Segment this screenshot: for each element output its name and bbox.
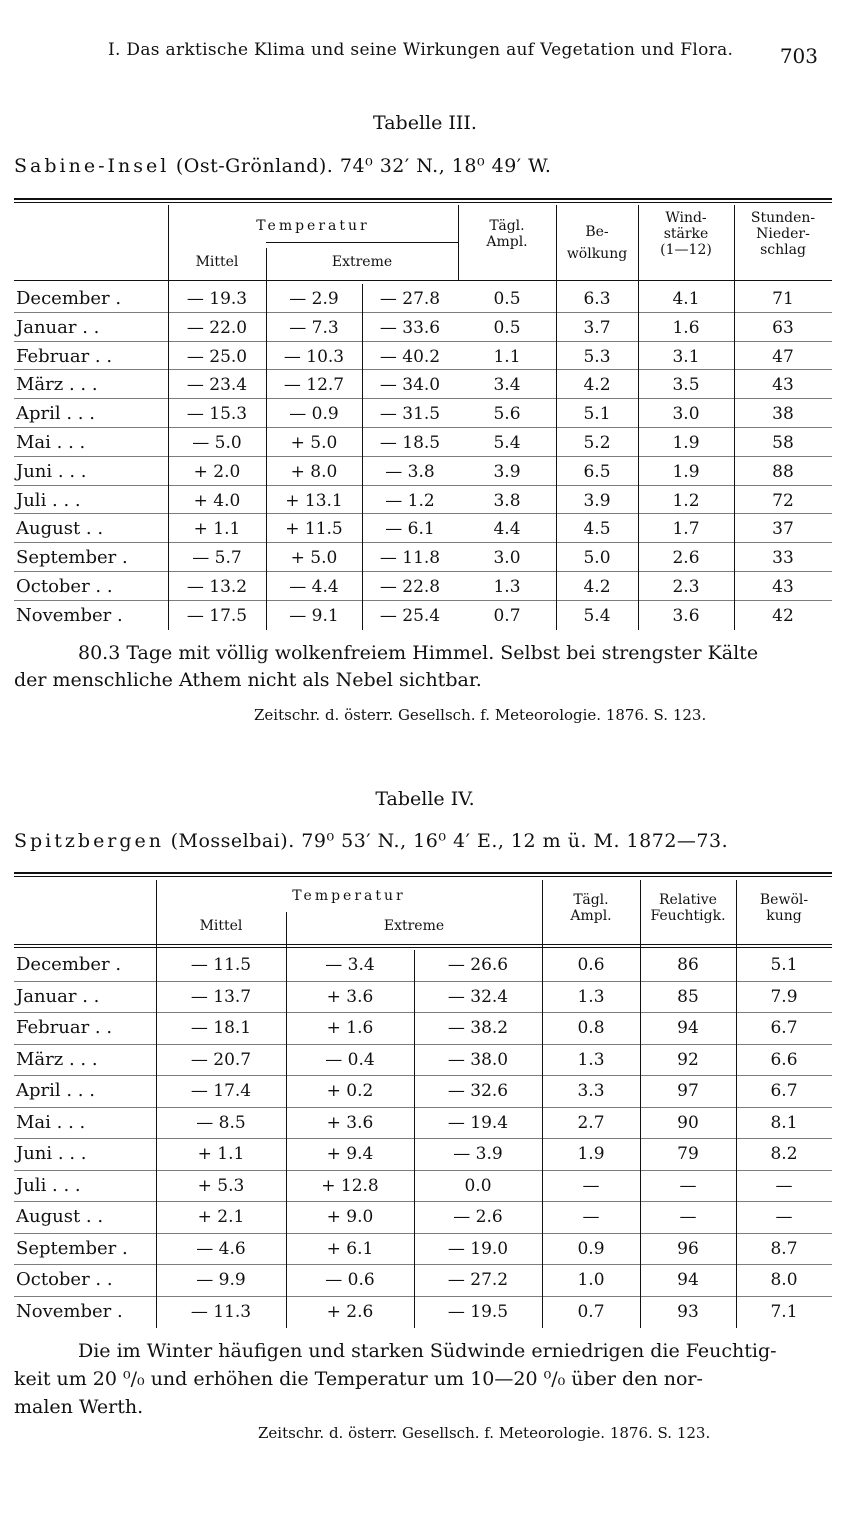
- cell-wind: 3.6: [672, 605, 700, 626]
- cell-wind: 3.0: [672, 404, 700, 425]
- cell-bew: 8.2: [770, 1144, 798, 1164]
- cell-bew: 5.2: [583, 433, 611, 453]
- cell-ampl: 5.6: [493, 404, 521, 425]
- table3-note-line-1: 80.3 Tage mit völlig wolkenfreiem Himmel. Selbst bei strengster Kälte: [78, 642, 759, 664]
- cell-mittel: — 11.3: [190, 1301, 252, 1322]
- cell-min: — 6.1: [385, 519, 435, 540]
- cell-ampl: 4.4: [493, 519, 521, 540]
- cell-min: — 33.6: [379, 317, 441, 338]
- table4-location: [14, 830, 728, 852]
- cell-ampl: 3.8: [493, 490, 521, 511]
- cell-bew: 8.7: [770, 1238, 798, 1259]
- cell-max: + 3.6: [326, 986, 374, 1007]
- month-label: Januar . .: [16, 316, 100, 338]
- row-divider: [14, 341, 832, 342]
- cell-mittel: + 1.1: [197, 1144, 245, 1164]
- cell-max: — 2.9: [289, 289, 339, 309]
- cell-min: — 1.2: [385, 490, 435, 511]
- table4-header-rule-thin: [14, 947, 832, 948]
- cell-nied: 37: [772, 519, 794, 540]
- cell-wind: 2.6: [672, 548, 700, 569]
- cell-mittel: — 11.5: [190, 955, 252, 975]
- row-divider: [14, 1201, 832, 1202]
- cell-ampl: 0.7: [577, 1301, 605, 1322]
- cell-min: — 40.2: [379, 346, 441, 367]
- cell-ampl: 5.4: [493, 433, 521, 453]
- cell-bew: 8.1: [770, 1112, 798, 1133]
- month-label: April . . .: [16, 1080, 95, 1101]
- row-divider: [14, 1012, 832, 1013]
- month-label: Juni . . .: [16, 460, 87, 482]
- cell-mittel: — 5.7: [192, 548, 242, 569]
- cell-ampl: 0.9: [577, 1238, 605, 1259]
- cell-wind: 2.3: [672, 577, 700, 597]
- cell-feucht: 94: [677, 1018, 699, 1038]
- cell-min: — 3.9: [453, 1144, 503, 1164]
- table4-header-feucht-1: Relative: [659, 892, 717, 908]
- table3-header-temperatur: Temperatur: [256, 218, 370, 234]
- row-divider: [14, 369, 832, 370]
- cell-ampl: 3.0: [493, 548, 521, 569]
- cell-mittel: — 23.4: [186, 375, 248, 396]
- cell-min: — 27.8: [379, 289, 441, 309]
- cell-wind: 4.1: [672, 289, 700, 309]
- table3-header-niederschlag: [734, 210, 832, 258]
- table3-header-rule: [14, 280, 832, 281]
- cell-mittel: — 22.0: [186, 317, 248, 338]
- cell-max: — 9.1: [289, 605, 339, 626]
- cell-mittel: + 5.3: [197, 1175, 245, 1196]
- cell-feucht: 86: [677, 955, 699, 975]
- cell-ampl: 2.7: [577, 1112, 605, 1133]
- table4-note-line-3: malen Werth.: [14, 1396, 144, 1418]
- cell-min: — 27.2: [447, 1270, 509, 1290]
- cell-max: + 2.6: [326, 1301, 374, 1322]
- cell-min: 0.0: [464, 1175, 492, 1196]
- table4-header-ampl: [542, 892, 640, 924]
- cell-mittel: — 9.9: [196, 1270, 246, 1290]
- cell-ampl: 3.4: [493, 375, 521, 396]
- month-label: Juli . . .: [16, 489, 81, 511]
- cell-max: + 12.8: [321, 1175, 379, 1196]
- table4-header-bewoelkung: [736, 892, 832, 924]
- cell-wind: 1.9: [672, 461, 700, 482]
- table4-header-feucht-2: Feuchtigk.: [650, 908, 726, 924]
- cell-min: — 26.6: [447, 955, 509, 975]
- cell-min: — 38.0: [447, 1049, 509, 1070]
- table3-header-wind-2: stärke: [663, 226, 709, 242]
- table4-top-rule-thin: [14, 876, 832, 877]
- row-divider: [14, 1170, 832, 1171]
- cell-ampl: 3.3: [577, 1081, 605, 1101]
- table4-note-line-1: Die im Winter häufigen und starken Südwinde erniedrigen die Feuchtig-: [78, 1340, 777, 1362]
- cell-nied: 38: [772, 404, 794, 425]
- cell-ampl: 0.6: [577, 955, 605, 975]
- page-number: 703: [779, 44, 818, 68]
- cell-max: — 12.7: [283, 375, 345, 396]
- cell-bew: 5.3: [583, 346, 611, 367]
- cell-min: — 19.0: [447, 1238, 509, 1259]
- cell-nied: 71: [772, 289, 794, 309]
- cell-max: — 0.6: [325, 1270, 375, 1290]
- cell-mittel: — 8.5: [196, 1112, 246, 1133]
- cell-feucht: 96: [677, 1238, 699, 1259]
- cell-feucht: 93: [677, 1301, 699, 1322]
- cell-mittel: — 18.1: [190, 1018, 252, 1038]
- row-divider: [14, 571, 832, 572]
- month-label: September .: [16, 547, 128, 569]
- cell-ampl: —: [582, 1175, 600, 1196]
- cell-max: + 3.6: [326, 1112, 374, 1133]
- cell-wind: 1.7: [672, 519, 700, 540]
- cell-min: — 3.8: [385, 461, 435, 482]
- cell-max: + 5.0: [290, 433, 338, 453]
- cell-bew: 6.7: [770, 1081, 798, 1101]
- cell-mittel: — 13.2: [186, 577, 248, 597]
- table4-vline: [736, 880, 737, 1328]
- cell-ampl: 1.3: [493, 577, 521, 597]
- cell-ampl: 0.7: [493, 605, 521, 626]
- cell-max: + 6.1: [326, 1238, 374, 1259]
- cell-bew: 5.4: [583, 605, 611, 626]
- table3-header-bewoelkung: [556, 224, 638, 262]
- cell-min: — 38.2: [447, 1018, 509, 1038]
- cell-ampl: 3.9: [493, 461, 521, 482]
- month-label: März . . .: [16, 374, 98, 396]
- cell-max: + 11.5: [285, 519, 343, 540]
- table3-citation: Zeitschr. d. österr. Gesellsch. f. Meteorologie. 1876. S. 123.: [254, 706, 707, 724]
- table4-vline: [640, 880, 641, 1328]
- cell-bew: 5.0: [583, 548, 611, 569]
- cell-wind: 3.1: [672, 346, 700, 367]
- table4-citation: Zeitschr. d. österr. Gesellsch. f. Meteorologie. 1876. S. 123.: [258, 1424, 711, 1442]
- table3-location: [14, 155, 551, 177]
- cell-nied: 88: [772, 461, 794, 482]
- month-label: Mai . . .: [16, 432, 86, 453]
- table3-header-bew-1: Be-: [585, 224, 609, 240]
- cell-bew: 3.7: [583, 317, 611, 338]
- month-label: October . .: [16, 576, 113, 597]
- cell-max: + 13.1: [285, 490, 343, 511]
- month-label: September .: [16, 1237, 128, 1259]
- table3-header-bew-2: wölkung: [566, 246, 628, 262]
- table4-header-extreme: Extreme: [383, 918, 445, 934]
- cell-ampl: 1.0: [577, 1270, 605, 1290]
- cell-min: — 32.4: [447, 986, 509, 1007]
- cell-nied: 43: [772, 577, 794, 597]
- month-label: Juli . . .: [16, 1174, 81, 1196]
- month-label: Januar . .: [16, 985, 100, 1007]
- cell-min: — 19.5: [447, 1301, 509, 1322]
- cell-mittel: — 17.5: [186, 605, 248, 626]
- cell-max: + 0.2: [326, 1081, 374, 1101]
- month-label: Februar . .: [16, 345, 113, 367]
- table3-title: Tabelle III.: [373, 112, 477, 134]
- table3-top-rule-thin: [14, 202, 832, 203]
- cell-max: — 4.4: [289, 577, 339, 597]
- table3-top-rule: [14, 198, 832, 200]
- cell-mittel: — 25.0: [186, 346, 248, 367]
- table4-header-temperatur: Temperatur: [292, 888, 406, 904]
- row-divider: [14, 312, 832, 313]
- row-divider: [14, 398, 832, 399]
- cell-nied: 58: [772, 433, 794, 453]
- table4-header-rule: [14, 944, 832, 945]
- cell-min: — 25.4: [379, 605, 441, 626]
- cell-min: — 11.8: [379, 548, 441, 569]
- cell-wind: 1.6: [672, 317, 700, 338]
- cell-max: — 10.3: [283, 346, 345, 367]
- cell-nied: 47: [772, 346, 794, 367]
- cell-ampl: 0.5: [493, 317, 521, 338]
- row-divider: [14, 1233, 832, 1234]
- month-label: August . .: [16, 518, 104, 540]
- cell-min: — 31.5: [379, 404, 441, 425]
- row-divider: [14, 1138, 832, 1139]
- cell-mittel: + 4.0: [193, 490, 241, 511]
- cell-ampl: 1.3: [577, 1049, 605, 1070]
- table3-note-line-2: der menschliche Athem nicht als Nebel sichtbar.: [14, 669, 482, 691]
- cell-wind: 1.9: [672, 433, 700, 453]
- table3-header-nied-2: Nieder-: [756, 226, 810, 242]
- cell-wind: 1.2: [672, 490, 700, 511]
- month-label: November .: [16, 1300, 123, 1322]
- cell-ampl: —: [582, 1207, 600, 1227]
- table3-vline: [458, 205, 459, 280]
- cell-bew: 7.1: [770, 1301, 798, 1322]
- cell-ampl: 0.8: [577, 1018, 605, 1038]
- table3-header-wind: [638, 210, 734, 258]
- table3-header-nied-1: Stunden-: [750, 210, 816, 226]
- cell-mittel: — 19.3: [186, 289, 248, 309]
- table4-location-coords: (Mosselbai). 79⁰ 53′ N., 16⁰ 4′ E., 12 m ü. M. 1872—73.: [170, 830, 729, 852]
- month-label: December .: [16, 954, 122, 975]
- cell-feucht: 85: [677, 986, 699, 1007]
- cell-max: + 5.0: [290, 548, 338, 569]
- cell-min: — 19.4: [447, 1112, 509, 1133]
- cell-max: + 9.0: [326, 1207, 374, 1227]
- cell-feucht: —: [679, 1175, 697, 1196]
- table3-location-coords: (Ost-Grönland). 74⁰ 32′ N., 18⁰ 49′ W.: [175, 155, 552, 177]
- row-divider: [14, 1075, 832, 1076]
- table3-header-extreme: Extreme: [331, 254, 393, 270]
- table3-header-ampl: [458, 218, 556, 250]
- cell-bew: 4.2: [583, 375, 611, 396]
- cell-feucht: 94: [677, 1270, 699, 1290]
- cell-max: — 3.4: [325, 955, 375, 975]
- cell-mittel: + 2.1: [197, 1207, 245, 1227]
- month-label: Mai . . .: [16, 1111, 86, 1133]
- month-label: April . . .: [16, 403, 95, 425]
- table4-title: Tabelle IV.: [375, 788, 475, 810]
- cell-max: + 1.6: [326, 1018, 374, 1038]
- cell-bew: 4.5: [583, 519, 611, 540]
- table3-header-ampl-2: Ampl.: [486, 234, 528, 250]
- table4-header-bew-2: kung: [766, 908, 802, 924]
- cell-mittel: — 20.7: [190, 1049, 252, 1070]
- table4-header-feuchtigkeit: [640, 892, 736, 924]
- cell-mittel: — 13.7: [190, 986, 252, 1007]
- cell-wind: 3.5: [672, 375, 700, 396]
- cell-feucht: 97: [677, 1081, 699, 1101]
- table4-header-ampl-2: Ampl.: [570, 908, 612, 924]
- cell-min: — 18.5: [379, 433, 441, 453]
- cell-bew: 8.0: [770, 1270, 798, 1290]
- month-label: October . .: [16, 1269, 113, 1290]
- cell-ampl: 1.3: [577, 986, 605, 1007]
- cell-mittel: — 15.3: [186, 404, 248, 425]
- cell-feucht: 92: [677, 1049, 699, 1070]
- cell-bew: —: [775, 1207, 793, 1227]
- cell-feucht: —: [679, 1207, 697, 1227]
- cell-nied: 33: [772, 548, 794, 569]
- cell-bew: 7.9: [770, 986, 798, 1007]
- table3-location-name: Sabine-Insel: [14, 155, 170, 177]
- row-divider: [14, 427, 832, 428]
- table3-header-wind-1: Wind-: [665, 210, 707, 226]
- cell-bew: 3.9: [583, 490, 611, 511]
- table3-header-nied-3: schlag: [760, 242, 806, 258]
- cell-mittel: — 4.6: [196, 1238, 246, 1259]
- month-label: August . .: [16, 1206, 104, 1227]
- table3-header-ampl-1: Tägl.: [489, 218, 525, 234]
- table3-extreme-rule: [266, 242, 458, 243]
- row-divider: [14, 981, 832, 982]
- table3-header-mittel: Mittel: [195, 254, 239, 270]
- row-divider: [14, 542, 832, 543]
- table4-header-bew-1: Bewöl-: [759, 892, 809, 908]
- row-divider: [14, 485, 832, 486]
- cell-bew: 6.5: [583, 461, 611, 482]
- month-label: November .: [16, 604, 123, 626]
- table4-vline: [156, 880, 157, 1328]
- row-divider: [14, 600, 832, 601]
- cell-ampl: 1.9: [577, 1144, 605, 1164]
- month-label: März . . .: [16, 1048, 98, 1070]
- cell-min: — 22.8: [379, 577, 441, 597]
- cell-min: — 34.0: [379, 375, 441, 396]
- cell-feucht: 79: [677, 1144, 699, 1164]
- cell-mittel: — 17.4: [190, 1081, 252, 1101]
- table4-header-mittel: Mittel: [199, 918, 243, 934]
- running-header: I. Das arktische Klima und seine Wirkungen auf Vegetation und Flora.: [108, 40, 734, 60]
- cell-bew: 6.7: [770, 1018, 798, 1038]
- table4-top-rule: [14, 872, 832, 874]
- table4-location-name: Spitzbergen: [14, 830, 165, 852]
- row-divider: [14, 1264, 832, 1265]
- cell-bew: 6.3: [583, 289, 611, 309]
- cell-min: — 32.6: [447, 1081, 509, 1101]
- cell-bew: 5.1: [770, 955, 798, 975]
- cell-mittel: + 1.1: [193, 519, 241, 540]
- cell-max: + 8.0: [290, 461, 338, 482]
- cell-nied: 43: [772, 375, 794, 396]
- cell-max: + 9.4: [326, 1144, 374, 1164]
- row-divider: [14, 456, 832, 457]
- row-divider: [14, 1044, 832, 1045]
- cell-nied: 42: [772, 605, 794, 626]
- cell-mittel: — 5.0: [192, 433, 242, 453]
- cell-max: — 0.4: [325, 1049, 375, 1070]
- table4-header-ampl-1: Tägl.: [573, 892, 609, 908]
- cell-bew: 6.6: [770, 1049, 798, 1070]
- cell-ampl: 0.5: [493, 289, 521, 309]
- row-divider: [14, 1296, 832, 1297]
- cell-bew: —: [775, 1175, 793, 1196]
- cell-ampl: 1.1: [493, 346, 521, 367]
- cell-max: — 0.9: [289, 404, 339, 425]
- cell-nied: 72: [772, 490, 794, 511]
- cell-bew: 5.1: [583, 404, 611, 425]
- table3-header-wind-3: (1—12): [660, 242, 712, 258]
- table4-vline: [542, 880, 543, 1328]
- month-label: December .: [16, 288, 122, 309]
- cell-feucht: 90: [677, 1112, 699, 1133]
- cell-bew: 4.2: [583, 577, 611, 597]
- month-label: Juni . . .: [16, 1143, 87, 1164]
- row-divider: [14, 513, 832, 514]
- cell-mittel: + 2.0: [193, 461, 241, 482]
- cell-min: — 2.6: [453, 1207, 503, 1227]
- month-label: Februar . .: [16, 1017, 113, 1038]
- table4-note-line-2: keit um 20 ⁰/₀ und erhöhen die Temperatur um 10—20 ⁰/₀ über den nor-: [14, 1368, 703, 1390]
- cell-max: — 7.3: [289, 317, 339, 338]
- row-divider: [14, 1107, 832, 1108]
- cell-nied: 63: [772, 317, 794, 338]
